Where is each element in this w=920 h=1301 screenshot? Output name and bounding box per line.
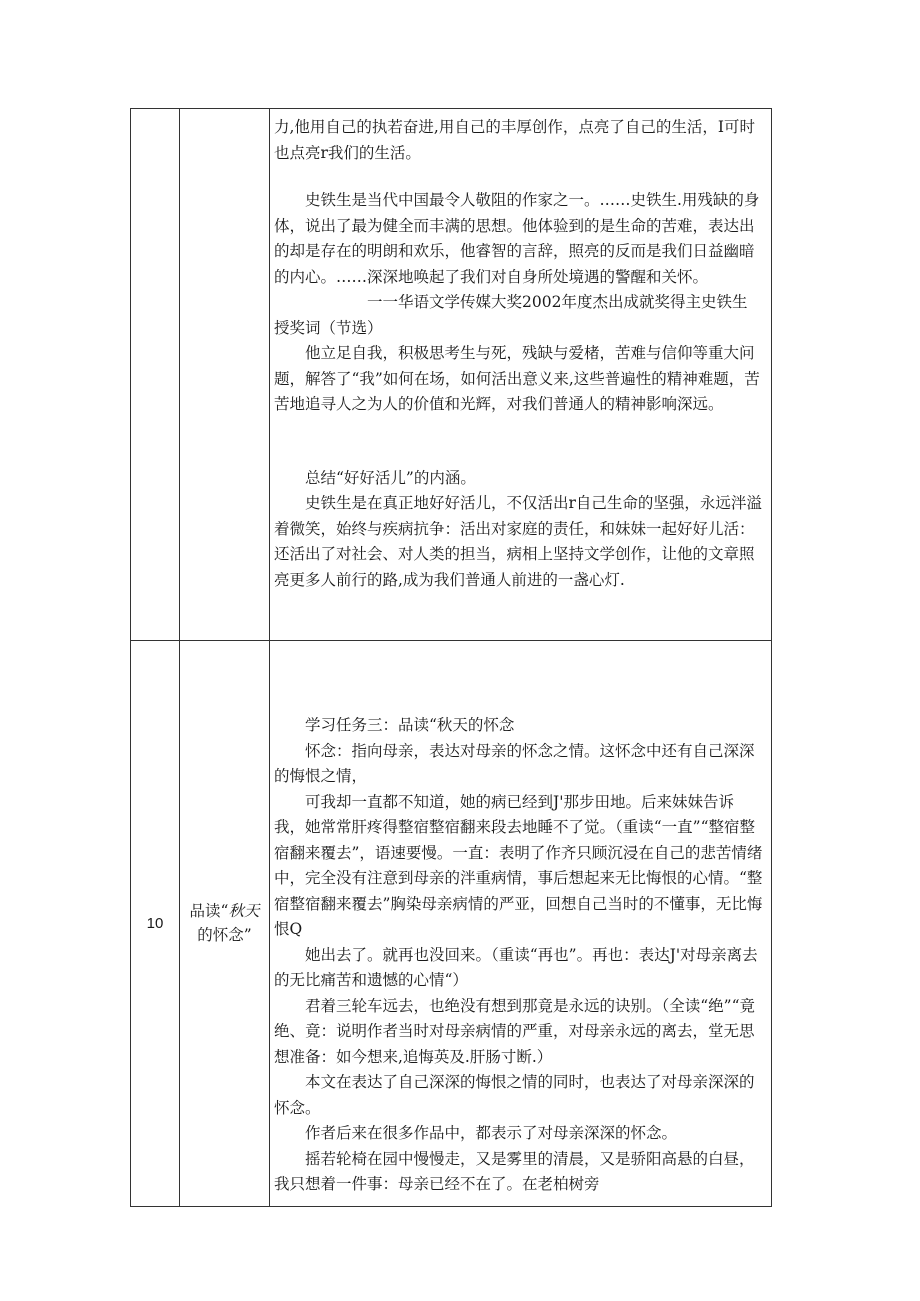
paragraph: 摇若轮椅在园中慢慢走，又是雾里的清晨，又是骄阳高悬的白昼，我只想着一件事：母亲已经不在了。在老柏树旁: [274, 1149, 755, 1193]
paragraph: 总结“好好活儿”的内涵。: [305, 468, 476, 487]
table-row: [131, 109, 772, 641]
award-quote: 史铁生是当代中国最令人敬阻的作家之一。……史铁生.用残缺的身体，说出了最为健全而丰满的思想。他体验到的是生命的苦难，表达出的却是存在的明朗和欢乐，他睿智的言辞，照亮的反而是我们日益幽暗的内心。……深深地唤起了我们对自身所处境遇的警醒和关怀。: [274, 191, 760, 286]
table-row: [131, 641, 772, 1207]
quote-source: 一一华语文学传媒大奖2002年度杰出成就奖得主史铁生授奖词（节选）: [274, 293, 748, 337]
step-number: 10: [131, 641, 180, 1207]
paragraph: 她出去了。就再也没回来。（重读“再也”。再也：表达J'对母亲离去的无比痛苦和遗憾的心情“）: [274, 945, 758, 989]
step-label: 品读“秋天 的怀念”: [180, 641, 270, 1207]
task-heading: 学习任务三：品读“秋天的怀念: [305, 716, 515, 734]
paragraph: 可我却一直都不知道，她的病已经到J'那步田地。后来妹妹告诉我，她常常肝疼得整宿整宿翻来段去地睡不了觉。（重读“一直”“整宿整宿翻来覆去”，语速要慢。一直：表明了作齐只顾沉浸在自己的悲苦情绪中，完全没有注意到母亲的泮重病情，事后想起来无比悔恨的心情。“整宿整宿翻来覆去”胸染母亲病情的严亚，回想自己当时的不懂事，无比悔恨Q: [274, 792, 763, 938]
content-cell: [270, 641, 772, 1207]
paragraph: 君着三轮车远去，也绝没有想到那竟是永远的诀别。（全读“绝”“竟绝、竟：说明作者当时对母亲病情的严重，对母亲永远的离去，堂无思想准备：如今想来,追悔英及.肝肠寸断.）: [274, 996, 756, 1066]
lesson-plan-table: [130, 108, 772, 1207]
paragraph: 本文在表达了自己深深的悔恨之情的同时，也表达了对母亲深深的怀念。: [274, 1073, 755, 1117]
step-number-cell: [131, 109, 180, 641]
paragraph: 怀念：指向母亲，表达对母亲的怀念之情。这怀念中还有自己深深的悔恨之情，: [274, 741, 755, 785]
paragraph: 作者后来在很多作品中，都表示了对母亲深深的怀念。: [305, 1124, 678, 1142]
step-label-cell: [180, 109, 270, 641]
paragraph: 他立足自我，积极思考生与死，残缺与爱楮，苦难与信仰等重大问题，解答了“我”如何在场，如何活出意义来,这些普遍性的精神难题，苦苦地追寻人之为人的价值和光辉，对我们普通人的精神影响深远。: [274, 344, 760, 413]
paragraph: 史铁生是在真正地好好活儿，不仅活出r自己生命的坚强，永远泮溢着微笑，始终与疾病抗争：活出对家庭的责任，和妹妹一起好好儿活：还活出了对社会、对人类的担当，病相上坚持文学创作，让他的文章照亮更多人前行的路,成为我们普通人前进的一盏心灯.: [274, 494, 762, 589]
content-cell: [270, 109, 772, 641]
paragraph: 力,他用自己的执若奋进,用自己的丰厚创作，点亮了自己的生活，I可时也点亮r我们的生活。: [274, 118, 755, 162]
